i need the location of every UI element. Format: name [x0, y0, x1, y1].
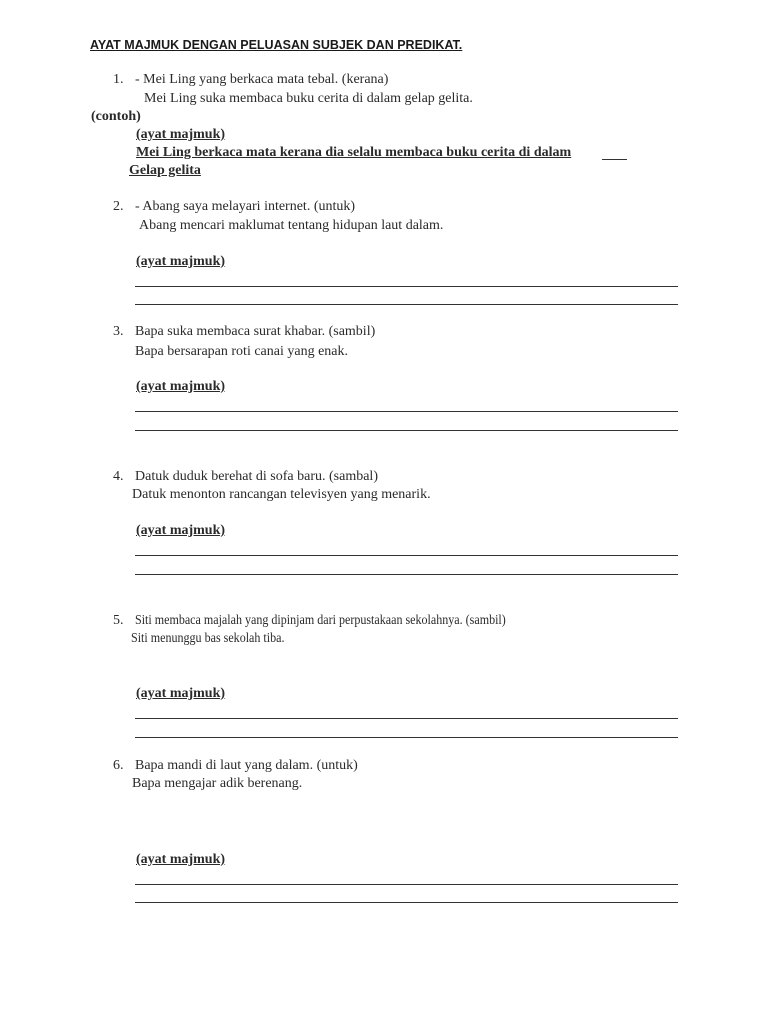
example-answer-line-2: Gelap gelita	[129, 163, 201, 178]
question-sentence-1: Bapa suka membaca surat khabar. (sambil)	[135, 324, 376, 339]
answer-line[interactable]	[135, 884, 678, 885]
answer-line[interactable]	[135, 555, 678, 556]
item-number: 6.	[113, 758, 124, 773]
question-sentence-1	[135, 613, 566, 629]
example-answer-line-1: Mei Ling berkaca mata kerana dia selalu membaca buku cerita di dalam	[136, 145, 572, 160]
answer-label: (ayat majmuk)	[136, 852, 226, 867]
question-sentence-1: - Abang saya melayari internet. (untuk)	[135, 199, 356, 214]
answer-line[interactable]	[135, 574, 678, 575]
item-number: 3.	[113, 324, 124, 339]
example-answer-trailing-rule	[602, 159, 627, 160]
question-sentence-1: Bapa mandi di laut yang dalam. (untuk)	[135, 758, 358, 773]
item-number: 2.	[113, 199, 124, 214]
answer-label: (ayat majmuk)	[136, 254, 226, 269]
question-sentence-1: Datuk duduk berehat di sofa baru. (sambal)	[135, 469, 378, 484]
item-number: 5.	[113, 613, 124, 628]
question-sentence-2: Bapa mengajar adik berenang.	[132, 776, 303, 791]
question-sentence-2: Mei Ling suka membaca buku cerita di dalam gelap gelita.	[144, 91, 473, 106]
answer-label: (ayat majmuk)	[136, 127, 226, 142]
answer-line[interactable]	[135, 411, 678, 412]
example-tag: (contoh)	[91, 109, 141, 124]
question-sentence-2: Datuk menonton rancangan televisyen yang menarik.	[132, 487, 431, 502]
answer-line[interactable]	[135, 304, 678, 305]
answer-label: (ayat majmuk)	[136, 523, 226, 538]
answer-line[interactable]	[135, 430, 678, 431]
answer-line[interactable]	[135, 718, 678, 719]
question-sentence-2	[131, 631, 309, 647]
question-sentence-1-text: Siti membaca majalah yang dipinjam dari perpustakaan sekolahnya. (sambil)	[135, 613, 506, 628]
question-sentence-2-text: Siti menunggu bas sekolah tiba.	[131, 631, 285, 646]
item-number: 4.	[113, 469, 124, 484]
answer-label: (ayat majmuk)	[136, 379, 226, 394]
item-number: 1.	[113, 72, 124, 87]
answer-line[interactable]	[135, 286, 678, 287]
question-sentence-2: Abang mencari maklumat tentang hidupan laut dalam.	[139, 218, 444, 233]
answer-line[interactable]	[135, 737, 678, 738]
answer-line[interactable]	[135, 902, 678, 903]
worksheet-title: AYAT MAJMUK DENGAN PELUASAN SUBJEK DAN PREDIKAT.	[90, 38, 463, 52]
answer-label: (ayat majmuk)	[136, 686, 226, 701]
question-sentence-2: Bapa bersarapan roti canai yang enak.	[135, 344, 349, 359]
question-sentence-1: - Mei Ling yang berkaca mata tebal. (kerana)	[135, 72, 389, 87]
